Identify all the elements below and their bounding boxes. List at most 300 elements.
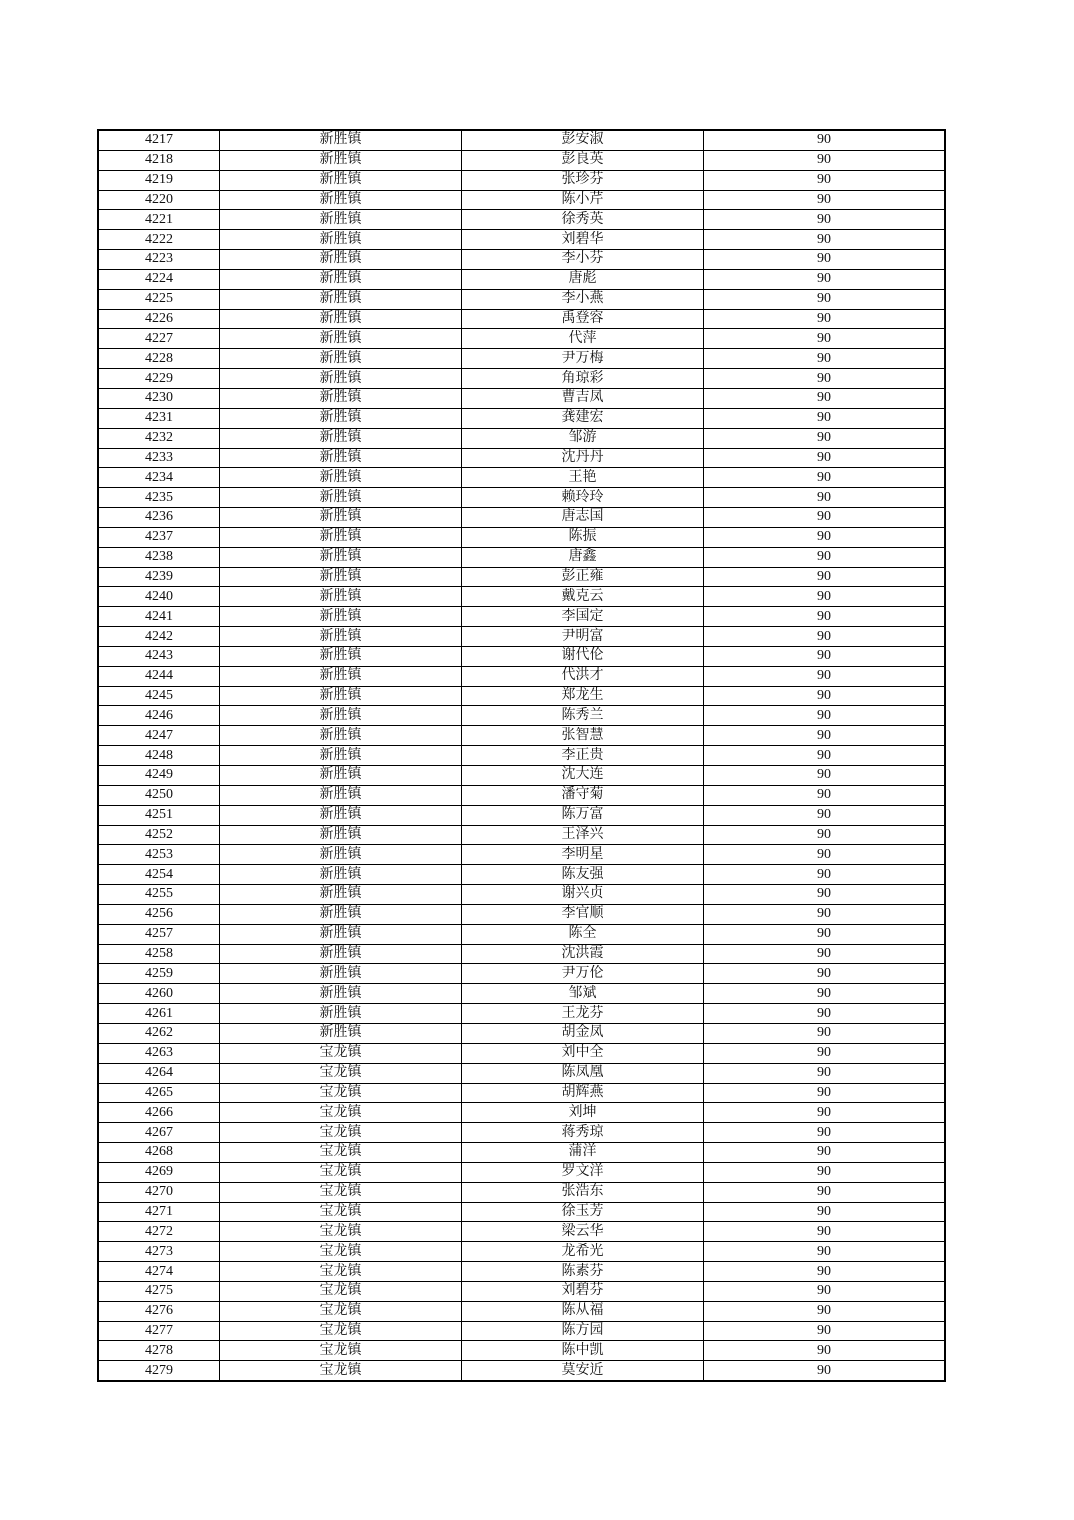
score-cell: 90 xyxy=(704,646,946,666)
row-number-cell: 4223 xyxy=(98,250,220,270)
score-cell: 90 xyxy=(704,1182,946,1202)
score-cell: 90 xyxy=(704,865,946,885)
name-cell: 胡金凤 xyxy=(462,1023,704,1043)
row-number-cell: 4230 xyxy=(98,388,220,408)
town-cell: 新胜镇 xyxy=(220,468,462,488)
town-cell: 新胜镇 xyxy=(220,349,462,369)
score-cell: 90 xyxy=(704,1162,946,1182)
row-number-cell: 4276 xyxy=(98,1301,220,1321)
score-cell: 90 xyxy=(704,547,946,567)
row-number-cell: 4221 xyxy=(98,210,220,230)
score-cell: 90 xyxy=(704,1083,946,1103)
table-row xyxy=(98,1103,945,1123)
score-cell: 90 xyxy=(704,250,946,270)
name-cell: 刘中全 xyxy=(462,1043,704,1063)
name-cell: 邹游 xyxy=(462,428,704,448)
row-number-cell: 4279 xyxy=(98,1361,220,1381)
row-number-cell: 4271 xyxy=(98,1202,220,1222)
table-row xyxy=(98,488,945,508)
score-cell: 90 xyxy=(704,1004,946,1024)
row-number-cell: 4249 xyxy=(98,766,220,786)
town-cell: 新胜镇 xyxy=(220,289,462,309)
table-row xyxy=(98,369,945,389)
town-cell: 宝龙镇 xyxy=(220,1063,462,1083)
row-number-cell: 4258 xyxy=(98,944,220,964)
score-cell: 90 xyxy=(704,388,946,408)
table-row xyxy=(98,448,945,468)
table-row xyxy=(98,408,945,428)
town-cell: 新胜镇 xyxy=(220,924,462,944)
score-cell: 90 xyxy=(704,746,946,766)
table-row xyxy=(98,805,945,825)
row-number-cell: 4232 xyxy=(98,428,220,448)
name-cell: 陈中凯 xyxy=(462,1341,704,1361)
row-number-cell: 4237 xyxy=(98,527,220,547)
row-number-cell: 4244 xyxy=(98,666,220,686)
score-cell: 90 xyxy=(704,349,946,369)
score-cell: 90 xyxy=(704,269,946,289)
row-number-cell: 4218 xyxy=(98,150,220,170)
score-cell: 90 xyxy=(704,488,946,508)
town-cell: 新胜镇 xyxy=(220,607,462,627)
table-row xyxy=(98,508,945,528)
name-cell: 李正贵 xyxy=(462,746,704,766)
table-row xyxy=(98,210,945,230)
table-row xyxy=(98,130,945,150)
town-cell: 宝龙镇 xyxy=(220,1043,462,1063)
score-cell: 90 xyxy=(704,1202,946,1222)
town-cell: 新胜镇 xyxy=(220,508,462,528)
table-row xyxy=(98,646,945,666)
row-number-cell: 4226 xyxy=(98,309,220,329)
name-cell: 蒲洋 xyxy=(462,1143,704,1163)
name-cell: 彭安淑 xyxy=(462,130,704,150)
score-cell: 90 xyxy=(704,1043,946,1063)
town-cell: 新胜镇 xyxy=(220,567,462,587)
table-row xyxy=(98,230,945,250)
name-cell: 陈秀兰 xyxy=(462,706,704,726)
name-cell: 沈洪霞 xyxy=(462,944,704,964)
table-row xyxy=(98,388,945,408)
row-number-cell: 4252 xyxy=(98,825,220,845)
table-row xyxy=(98,150,945,170)
town-cell: 新胜镇 xyxy=(220,369,462,389)
score-cell: 90 xyxy=(704,666,946,686)
town-cell: 宝龙镇 xyxy=(220,1123,462,1143)
row-number-cell: 4220 xyxy=(98,190,220,210)
score-cell: 90 xyxy=(704,984,946,1004)
town-cell: 新胜镇 xyxy=(220,686,462,706)
name-cell: 陈全 xyxy=(462,924,704,944)
row-number-cell: 4254 xyxy=(98,865,220,885)
table-row xyxy=(98,1123,945,1143)
name-cell: 刘碧华 xyxy=(462,230,704,250)
name-cell: 陈方园 xyxy=(462,1321,704,1341)
row-number-cell: 4247 xyxy=(98,726,220,746)
table-row xyxy=(98,1281,945,1301)
table-row xyxy=(98,746,945,766)
town-cell: 新胜镇 xyxy=(220,646,462,666)
name-cell: 沈丹丹 xyxy=(462,448,704,468)
data-table xyxy=(97,129,946,1382)
town-cell: 新胜镇 xyxy=(220,309,462,329)
town-cell: 新胜镇 xyxy=(220,825,462,845)
table-row xyxy=(98,607,945,627)
row-number-cell: 4242 xyxy=(98,627,220,647)
table-row xyxy=(98,190,945,210)
row-number-cell: 4266 xyxy=(98,1103,220,1123)
score-cell: 90 xyxy=(704,369,946,389)
table-row xyxy=(98,329,945,349)
name-cell: 唐彪 xyxy=(462,269,704,289)
town-cell: 新胜镇 xyxy=(220,746,462,766)
table-row xyxy=(98,845,945,865)
table-row xyxy=(98,1262,945,1282)
table-row xyxy=(98,1043,945,1063)
town-cell: 新胜镇 xyxy=(220,130,462,150)
row-number-cell: 4273 xyxy=(98,1242,220,1262)
row-number-cell: 4277 xyxy=(98,1321,220,1341)
table-row xyxy=(98,944,945,964)
table-row xyxy=(98,170,945,190)
name-cell: 李小芬 xyxy=(462,250,704,270)
town-cell: 宝龙镇 xyxy=(220,1321,462,1341)
town-cell: 新胜镇 xyxy=(220,150,462,170)
row-number-cell: 4219 xyxy=(98,170,220,190)
score-cell: 90 xyxy=(704,805,946,825)
score-cell: 90 xyxy=(704,785,946,805)
name-cell: 陈万富 xyxy=(462,805,704,825)
town-cell: 新胜镇 xyxy=(220,706,462,726)
score-cell: 90 xyxy=(704,706,946,726)
name-cell: 潘守菊 xyxy=(462,785,704,805)
name-cell: 沈大连 xyxy=(462,766,704,786)
name-cell: 胡辉燕 xyxy=(462,1083,704,1103)
row-number-cell: 4234 xyxy=(98,468,220,488)
town-cell: 新胜镇 xyxy=(220,865,462,885)
name-cell: 陈友强 xyxy=(462,865,704,885)
table-row xyxy=(98,269,945,289)
town-cell: 新胜镇 xyxy=(220,448,462,468)
table-row xyxy=(98,686,945,706)
town-cell: 宝龙镇 xyxy=(220,1341,462,1361)
town-cell: 新胜镇 xyxy=(220,1004,462,1024)
name-cell: 刘坤 xyxy=(462,1103,704,1123)
town-cell: 宝龙镇 xyxy=(220,1361,462,1381)
score-cell: 90 xyxy=(704,944,946,964)
town-cell: 新胜镇 xyxy=(220,527,462,547)
row-number-cell: 4267 xyxy=(98,1123,220,1143)
table-row xyxy=(98,666,945,686)
row-number-cell: 4217 xyxy=(98,130,220,150)
town-cell: 新胜镇 xyxy=(220,785,462,805)
name-cell: 龙希光 xyxy=(462,1242,704,1262)
score-cell: 90 xyxy=(704,1242,946,1262)
score-cell: 90 xyxy=(704,904,946,924)
table-row xyxy=(98,924,945,944)
name-cell: 谢代伦 xyxy=(462,646,704,666)
table-row xyxy=(98,627,945,647)
score-cell: 90 xyxy=(704,1301,946,1321)
town-cell: 新胜镇 xyxy=(220,587,462,607)
score-cell: 90 xyxy=(704,527,946,547)
name-cell: 陈从福 xyxy=(462,1301,704,1321)
row-number-cell: 4262 xyxy=(98,1023,220,1043)
name-cell: 代洪才 xyxy=(462,666,704,686)
table-row xyxy=(98,1143,945,1163)
table-row xyxy=(98,1222,945,1242)
name-cell: 赖玲玲 xyxy=(462,488,704,508)
row-number-cell: 4251 xyxy=(98,805,220,825)
row-number-cell: 4255 xyxy=(98,885,220,905)
table-row xyxy=(98,1361,945,1381)
town-cell: 新胜镇 xyxy=(220,766,462,786)
score-cell: 90 xyxy=(704,885,946,905)
name-cell: 张智慧 xyxy=(462,726,704,746)
table-row xyxy=(98,587,945,607)
score-cell: 90 xyxy=(704,766,946,786)
table-row xyxy=(98,567,945,587)
row-number-cell: 4236 xyxy=(98,508,220,528)
town-cell: 宝龙镇 xyxy=(220,1262,462,1282)
score-cell: 90 xyxy=(704,130,946,150)
name-cell: 徐秀英 xyxy=(462,210,704,230)
score-cell: 90 xyxy=(704,1281,946,1301)
name-cell: 刘碧芬 xyxy=(462,1281,704,1301)
row-number-cell: 4228 xyxy=(98,349,220,369)
row-number-cell: 4272 xyxy=(98,1222,220,1242)
town-cell: 宝龙镇 xyxy=(220,1202,462,1222)
name-cell: 彭正雍 xyxy=(462,567,704,587)
table-row xyxy=(98,964,945,984)
table-row xyxy=(98,1242,945,1262)
score-cell: 90 xyxy=(704,408,946,428)
name-cell: 郑龙生 xyxy=(462,686,704,706)
town-cell: 宝龙镇 xyxy=(220,1301,462,1321)
row-number-cell: 4239 xyxy=(98,567,220,587)
score-cell: 90 xyxy=(704,210,946,230)
name-cell: 莫安近 xyxy=(462,1361,704,1381)
town-cell: 宝龙镇 xyxy=(220,1281,462,1301)
score-cell: 90 xyxy=(704,329,946,349)
town-cell: 宝龙镇 xyxy=(220,1143,462,1163)
town-cell: 新胜镇 xyxy=(220,845,462,865)
row-number-cell: 4274 xyxy=(98,1262,220,1282)
row-number-cell: 4275 xyxy=(98,1281,220,1301)
table-row xyxy=(98,1321,945,1341)
row-number-cell: 4257 xyxy=(98,924,220,944)
table-row xyxy=(98,1083,945,1103)
row-number-cell: 4222 xyxy=(98,230,220,250)
table-row xyxy=(98,309,945,329)
town-cell: 新胜镇 xyxy=(220,1023,462,1043)
row-number-cell: 4246 xyxy=(98,706,220,726)
score-cell: 90 xyxy=(704,587,946,607)
table-row xyxy=(98,766,945,786)
row-number-cell: 4265 xyxy=(98,1083,220,1103)
score-cell: 90 xyxy=(704,289,946,309)
row-number-cell: 4235 xyxy=(98,488,220,508)
name-cell: 蒋秀琼 xyxy=(462,1123,704,1143)
score-cell: 90 xyxy=(704,1361,946,1381)
name-cell: 王艳 xyxy=(462,468,704,488)
town-cell: 新胜镇 xyxy=(220,805,462,825)
score-cell: 90 xyxy=(704,686,946,706)
name-cell: 王泽兴 xyxy=(462,825,704,845)
row-number-cell: 4233 xyxy=(98,448,220,468)
table-row xyxy=(98,527,945,547)
name-cell: 禹登容 xyxy=(462,309,704,329)
score-cell: 90 xyxy=(704,567,946,587)
name-cell: 谢兴贞 xyxy=(462,885,704,905)
table-row xyxy=(98,1023,945,1043)
row-number-cell: 4224 xyxy=(98,269,220,289)
row-number-cell: 4256 xyxy=(98,904,220,924)
name-cell: 陈凤凰 xyxy=(462,1063,704,1083)
town-cell: 新胜镇 xyxy=(220,210,462,230)
score-cell: 90 xyxy=(704,924,946,944)
name-cell: 王龙芬 xyxy=(462,1004,704,1024)
row-number-cell: 4260 xyxy=(98,984,220,1004)
town-cell: 新胜镇 xyxy=(220,885,462,905)
name-cell: 龚建宏 xyxy=(462,408,704,428)
score-cell: 90 xyxy=(704,1341,946,1361)
table-row xyxy=(98,1301,945,1321)
table-row xyxy=(98,428,945,448)
score-cell: 90 xyxy=(704,1222,946,1242)
town-cell: 新胜镇 xyxy=(220,964,462,984)
score-cell: 90 xyxy=(704,845,946,865)
row-number-cell: 4268 xyxy=(98,1143,220,1163)
name-cell: 陈振 xyxy=(462,527,704,547)
town-cell: 新胜镇 xyxy=(220,230,462,250)
table-row xyxy=(98,825,945,845)
table-row xyxy=(98,785,945,805)
score-cell: 90 xyxy=(704,150,946,170)
name-cell: 唐鑫 xyxy=(462,547,704,567)
score-cell: 90 xyxy=(704,428,946,448)
town-cell: 新胜镇 xyxy=(220,329,462,349)
name-cell: 尹万伦 xyxy=(462,964,704,984)
table-body xyxy=(98,130,945,1381)
score-cell: 90 xyxy=(704,1123,946,1143)
score-cell: 90 xyxy=(704,468,946,488)
row-number-cell: 4264 xyxy=(98,1063,220,1083)
name-cell: 唐志国 xyxy=(462,508,704,528)
row-number-cell: 4231 xyxy=(98,408,220,428)
score-cell: 90 xyxy=(704,309,946,329)
score-cell: 90 xyxy=(704,448,946,468)
row-number-cell: 4250 xyxy=(98,785,220,805)
score-cell: 90 xyxy=(704,1321,946,1341)
town-cell: 宝龙镇 xyxy=(220,1103,462,1123)
town-cell: 新胜镇 xyxy=(220,428,462,448)
town-cell: 宝龙镇 xyxy=(220,1083,462,1103)
town-cell: 新胜镇 xyxy=(220,170,462,190)
town-cell: 新胜镇 xyxy=(220,984,462,1004)
score-cell: 90 xyxy=(704,627,946,647)
score-cell: 90 xyxy=(704,964,946,984)
row-number-cell: 4238 xyxy=(98,547,220,567)
score-cell: 90 xyxy=(704,508,946,528)
table-row xyxy=(98,1063,945,1083)
score-cell: 90 xyxy=(704,190,946,210)
score-cell: 90 xyxy=(704,1063,946,1083)
town-cell: 新胜镇 xyxy=(220,666,462,686)
table-row xyxy=(98,1004,945,1024)
town-cell: 新胜镇 xyxy=(220,944,462,964)
table-row xyxy=(98,547,945,567)
name-cell: 罗文洋 xyxy=(462,1162,704,1182)
table-row xyxy=(98,904,945,924)
score-cell: 90 xyxy=(704,607,946,627)
row-number-cell: 4270 xyxy=(98,1182,220,1202)
table-row xyxy=(98,250,945,270)
town-cell: 新胜镇 xyxy=(220,904,462,924)
table-row xyxy=(98,1341,945,1361)
score-cell: 90 xyxy=(704,170,946,190)
town-cell: 宝龙镇 xyxy=(220,1162,462,1182)
score-cell: 90 xyxy=(704,825,946,845)
name-cell: 戴克云 xyxy=(462,587,704,607)
name-cell: 陈素芬 xyxy=(462,1262,704,1282)
name-cell: 李国定 xyxy=(462,607,704,627)
row-number-cell: 4278 xyxy=(98,1341,220,1361)
name-cell: 尹明富 xyxy=(462,627,704,647)
name-cell: 陈小芹 xyxy=(462,190,704,210)
name-cell: 彭良英 xyxy=(462,150,704,170)
row-number-cell: 4253 xyxy=(98,845,220,865)
row-number-cell: 4263 xyxy=(98,1043,220,1063)
name-cell: 李小燕 xyxy=(462,289,704,309)
table-row xyxy=(98,865,945,885)
row-number-cell: 4227 xyxy=(98,329,220,349)
score-cell: 90 xyxy=(704,1143,946,1163)
name-cell: 李官顺 xyxy=(462,904,704,924)
row-number-cell: 4229 xyxy=(98,369,220,389)
town-cell: 新胜镇 xyxy=(220,726,462,746)
score-cell: 90 xyxy=(704,1103,946,1123)
row-number-cell: 4225 xyxy=(98,289,220,309)
town-cell: 新胜镇 xyxy=(220,408,462,428)
town-cell: 新胜镇 xyxy=(220,627,462,647)
town-cell: 宝龙镇 xyxy=(220,1182,462,1202)
town-cell: 宝龙镇 xyxy=(220,1222,462,1242)
table-row xyxy=(98,1182,945,1202)
town-cell: 新胜镇 xyxy=(220,388,462,408)
table-row xyxy=(98,726,945,746)
table-row xyxy=(98,349,945,369)
town-cell: 新胜镇 xyxy=(220,269,462,289)
table-row xyxy=(98,1162,945,1182)
table-row xyxy=(98,984,945,1004)
row-number-cell: 4240 xyxy=(98,587,220,607)
score-cell: 90 xyxy=(704,230,946,250)
name-cell: 梁云华 xyxy=(462,1222,704,1242)
town-cell: 新胜镇 xyxy=(220,250,462,270)
town-cell: 新胜镇 xyxy=(220,190,462,210)
row-number-cell: 4245 xyxy=(98,686,220,706)
name-cell: 角琼彩 xyxy=(462,369,704,389)
score-cell: 90 xyxy=(704,1262,946,1282)
row-number-cell: 4261 xyxy=(98,1004,220,1024)
row-number-cell: 4259 xyxy=(98,964,220,984)
score-cell: 90 xyxy=(704,726,946,746)
row-number-cell: 4248 xyxy=(98,746,220,766)
name-cell: 徐玉芳 xyxy=(462,1202,704,1222)
row-number-cell: 4241 xyxy=(98,607,220,627)
score-cell: 90 xyxy=(704,1023,946,1043)
